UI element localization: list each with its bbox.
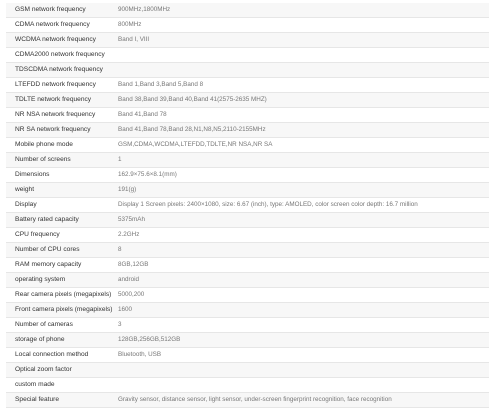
spec-value: 191(g) bbox=[114, 183, 489, 198]
spec-label: Number of CPU cores bbox=[6, 243, 114, 258]
spec-value: 800MHz bbox=[114, 18, 489, 33]
spec-label: WCDMA network frequency bbox=[6, 33, 114, 48]
spec-label: custom made bbox=[6, 378, 114, 393]
spec-table-body bbox=[6, 3, 489, 408]
spec-label: NR NSA network frequency bbox=[6, 108, 114, 123]
spec-row-cdma2000 bbox=[6, 48, 489, 63]
spec-value: 3 bbox=[114, 318, 489, 333]
spec-label: Optical zoom factor bbox=[6, 363, 114, 378]
spec-label: TDLTE network frequency bbox=[6, 93, 114, 108]
spec-row-nr-nsa bbox=[6, 108, 489, 123]
spec-value: 8 bbox=[114, 243, 489, 258]
spec-value: Bluetooth, USB bbox=[114, 348, 489, 363]
spec-label: GSM network frequency bbox=[6, 3, 114, 18]
spec-label: LTEFDD network frequency bbox=[6, 78, 114, 93]
spec-row-tdlte bbox=[6, 93, 489, 108]
spec-value bbox=[114, 48, 489, 63]
spec-value: Band 1,Band 3,Band 5,Band 8 bbox=[114, 78, 489, 93]
spec-label: TDSCDMA network frequency bbox=[6, 63, 114, 78]
spec-row-cpu-frequency bbox=[6, 228, 489, 243]
spec-label: Rear camera pixels (megapixels) bbox=[6, 288, 114, 303]
spec-label: Mobile phone mode bbox=[6, 138, 114, 153]
spec-label: Dimensions bbox=[6, 168, 114, 183]
spec-row-screens bbox=[6, 153, 489, 168]
spec-label: CDMA2000 network frequency bbox=[6, 48, 114, 63]
spec-label: CPU frequency bbox=[6, 228, 114, 243]
spec-row-wcdma bbox=[6, 33, 489, 48]
spec-row-ram bbox=[6, 258, 489, 273]
spec-label: operating system bbox=[6, 273, 114, 288]
spec-label: CDMA network frequency bbox=[6, 18, 114, 33]
spec-value bbox=[114, 63, 489, 78]
spec-value: 5000,200 bbox=[114, 288, 489, 303]
spec-label: RAM memory capacity bbox=[6, 258, 114, 273]
spec-row-ltefdd bbox=[6, 78, 489, 93]
spec-label: Number of screens bbox=[6, 153, 114, 168]
spec-label: storage of phone bbox=[6, 333, 114, 348]
spec-row-rear-camera bbox=[6, 288, 489, 303]
spec-row-cpu-cores bbox=[6, 243, 489, 258]
spec-label: NR SA network frequency bbox=[6, 123, 114, 138]
spec-value: 162.9×75.6×8.1(mm) bbox=[114, 168, 489, 183]
spec-row-weight bbox=[6, 183, 489, 198]
spec-value: Band 41,Band 78,Band 28,N1,N8,N5,2110-2155MHz bbox=[114, 123, 489, 138]
spec-value: 128GB,256GB,512GB bbox=[114, 333, 489, 348]
spec-row-custom-made bbox=[6, 378, 489, 393]
spec-value: Band 38,Band 39,Band 40,Band 41(2575-2635 MHZ) bbox=[114, 93, 489, 108]
spec-value: 1 bbox=[114, 153, 489, 168]
spec-row-display bbox=[6, 198, 489, 213]
spec-value: GSM,CDMA,WCDMA,LTEFDD,TDLTE,NR NSA,NR SA bbox=[114, 138, 489, 153]
spec-label: Front camera pixels (megapixels) bbox=[6, 303, 114, 318]
spec-value: android bbox=[114, 273, 489, 288]
spec-label: Number of cameras bbox=[6, 318, 114, 333]
spec-row-nr-sa bbox=[6, 123, 489, 138]
spec-label: Local connection method bbox=[6, 348, 114, 363]
spec-value: Band I, VIII bbox=[114, 33, 489, 48]
spec-value: Gravity sensor, distance sensor, light sensor, under-screen fingerprint recognition, face recognition bbox=[114, 393, 489, 408]
spec-table bbox=[6, 3, 489, 408]
spec-value bbox=[114, 378, 489, 393]
spec-row-front-camera bbox=[6, 303, 489, 318]
spec-row-gsm bbox=[6, 3, 489, 18]
spec-label: weight bbox=[6, 183, 114, 198]
spec-row-storage bbox=[6, 333, 489, 348]
spec-value: Display 1 Screen pixels: 2400×1080, size: 6.67 (inch), type: AMOLED, color screen color depth: 16.7 million bbox=[114, 198, 489, 213]
spec-row-dimensions bbox=[6, 168, 489, 183]
spec-row-special-feature bbox=[6, 393, 489, 408]
spec-label: Display bbox=[6, 198, 114, 213]
spec-row-cdma bbox=[6, 18, 489, 33]
spec-row-os bbox=[6, 273, 489, 288]
spec-value bbox=[114, 363, 489, 378]
spec-row-optical-zoom bbox=[6, 363, 489, 378]
spec-value: 5375mAh bbox=[114, 213, 489, 228]
spec-row-cameras bbox=[6, 318, 489, 333]
spec-value: 900MHz,1800MHz bbox=[114, 3, 489, 18]
spec-row-phone-mode bbox=[6, 138, 489, 153]
spec-label: Special feature bbox=[6, 393, 114, 408]
spec-value: 1600 bbox=[114, 303, 489, 318]
spec-row-battery bbox=[6, 213, 489, 228]
spec-value: 8GB,12GB bbox=[114, 258, 489, 273]
spec-row-connection bbox=[6, 348, 489, 363]
spec-row-tdscdma bbox=[6, 63, 489, 78]
spec-value: 2.2GHz bbox=[114, 228, 489, 243]
spec-label: Battery rated capacity bbox=[6, 213, 114, 228]
spec-value: Band 41,Band 78 bbox=[114, 108, 489, 123]
